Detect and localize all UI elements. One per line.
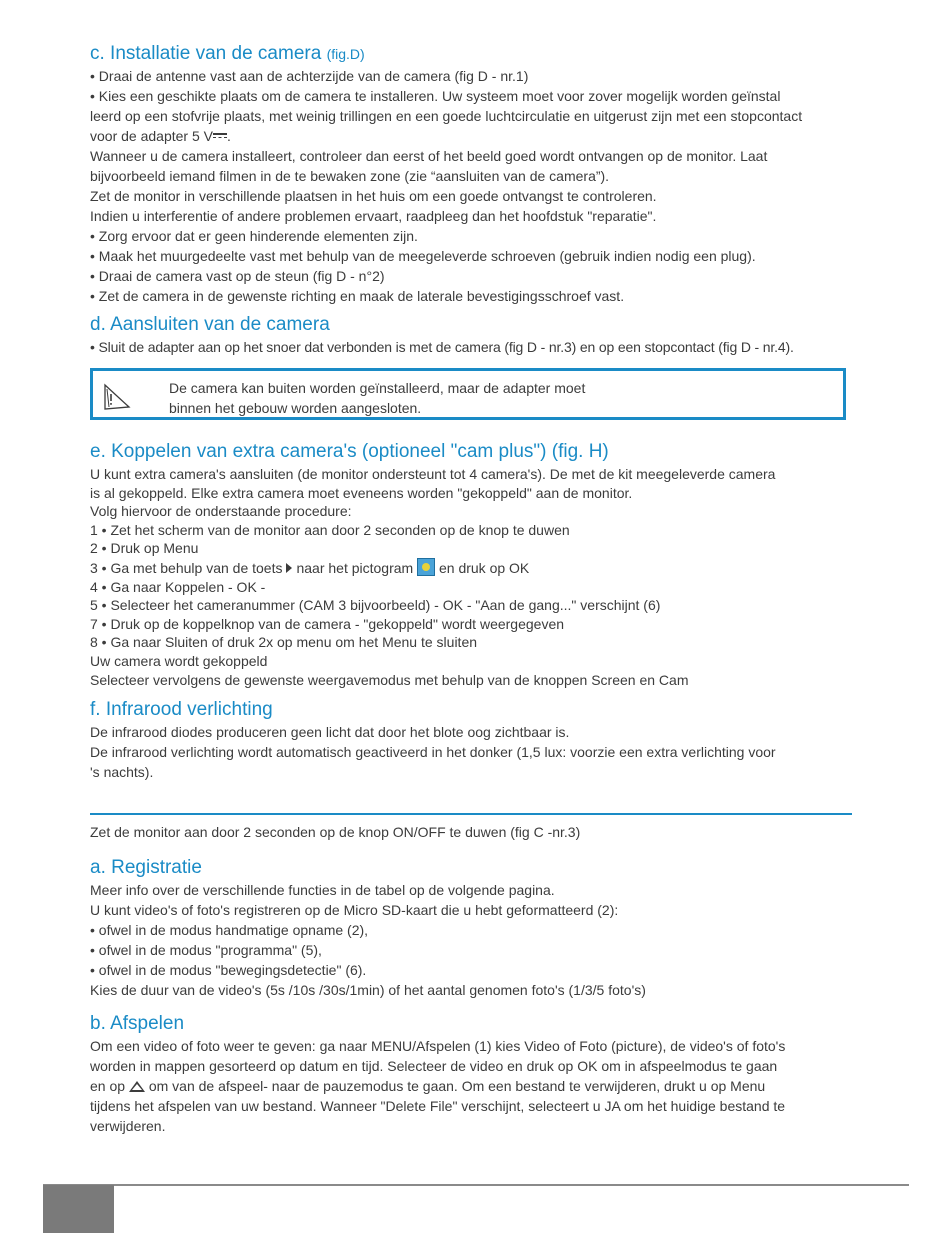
section-c-line: • Maak het muurgedeelte vast met behulp van de meegeleverde schroeven (gebruik indien nodig een plug). [90,248,756,264]
warning-icon [101,383,131,411]
section-c-line: • Kies een geschikte plaats om de camera te installeren. Uw systeem moet voor zover mogelijk worden geïnstal [90,88,781,104]
section-b-line: verwijderen. [90,1118,166,1134]
warning-text [169,378,585,418]
section-recording [90,856,852,1000]
section-a-title: a. Registratie [90,857,202,878]
step3-text-c: en druk op OK [438,559,530,576]
warning-line: binnen het gebouw worden aangesloten. [169,400,422,416]
step3-text-a: 3 • Ga met behulp van de toets [90,559,283,576]
section-e-step: 4 • Ga naar Koppelen - OK - [90,578,266,595]
section-e-title: e. Koppelen van extra camera's (optioneel "cam plus") (fig. H) [90,441,609,462]
dc-symbol-icon [213,132,227,140]
section-e-step: 1 • Zet het scherm van de monitor aan door 2 seconden op de knop te duwen [90,521,570,538]
section-a-line: Meer info over de verschillende functies in de tabel op de volgende pagina. [90,882,555,898]
section-c-line: Zet de monitor in verschillende plaatsen in het huis om een goede ontvangst te controleren. [90,188,657,204]
section-c-title-text: c. Installatie van de camera [90,43,322,64]
line3-text-b: om van de afspeel- naar de pauzemodus te gaan. Om een bestand te verwijderen, drukt u op Menu [148,1078,766,1094]
section-b-line: worden in mappen gesorteerd op datum en tijd. Selecteer de video en druk op OK om in afspeelmodus te gaan [90,1058,778,1074]
section-f-line: 's nachts). [90,764,154,780]
section-a-line: • ofwel in de modus "bewegingsdetectie" (6). [90,962,367,978]
section-c-line: • Draai de camera vast op de steun (fig D - n°2) [90,268,385,284]
section-c-line: Indien u interferentie of andere problemen ervaart, raadpleeg dan het hoofdstuk "reparatie". [90,208,657,224]
section-b-line: Om een video of foto weer te geven: ga naar MENU/Afspelen (1) kies Video of Foto (picture), de video's of foto's [90,1038,786,1054]
step3-text-b: naar het pictogram [296,559,414,576]
section-e-step: 5 • Selecteer het cameranummer (CAM 3 bijvoorbeeld) - OK - "Aan de gang..." verschijnt (6) [90,597,661,614]
line3-text-a: en op [90,1078,126,1094]
section-b-title: b. Afspelen [90,1013,185,1034]
section-c-fig-ref: (fig.D) [326,46,365,62]
section-e-step-3 [90,558,852,578]
section-installation [90,42,852,306]
section-e-step: 8 • Ga naar Sluiten of druk 2x op menu om het Menu te sluiten [90,634,478,651]
section-e-step: 7 • Druk op de koppelknop van de camera - "gekoppeld" wordt weergegeven [90,615,565,632]
section-pair-cameras [90,440,852,689]
section-divider [90,813,852,815]
section-c-line: bijvoorbeeld iemand filmen in de te bewaken zone (zie “aansluiten van de camera”). [90,168,610,184]
warning-line: De camera kan buiten worden geïnstalleerd, maar de adapter moet [169,380,586,396]
section-c-line: • Zorg ervoor dat er geen hinderende elementen zijn. [90,228,418,244]
section-e-step: Uw camera wordt gekoppeld [90,652,268,669]
section-a-line: • ofwel in de modus "programma" (5), [90,942,322,958]
eject-icon [129,1081,145,1092]
section-f-line: De infrarood diodes produceren geen licht dat door het blote oog zichtbaar is. [90,724,570,740]
section-b-line: tijdens het afspelen van uw bestand. Wanneer "Delete File" verschijnt, selecteert u JA om het huidige bestand te [90,1098,786,1114]
section-c-title [90,42,852,66]
section-b-line-eject [90,1076,852,1096]
warning-note [90,368,846,420]
section-connect-camera [90,313,852,357]
right-arrow-icon [286,563,292,573]
section-a-line: • ofwel in de modus handmatige opname (2), [90,922,369,938]
section-playback [90,1012,852,1136]
section-a-line: U kunt video's of foto's registreren op de Micro SD-kaart die u hebt geformatteerd (2): [90,902,619,918]
section-e-line: U kunt extra camera's aansluiten (de monitor ondersteunt tot 4 camera's). De met de kit meegeleverde camera [90,466,776,482]
section-d-title: d. Aansluiten van de camera [90,314,330,335]
footer-rule [43,1184,909,1186]
section-e-step: 2 • Druk op Menu [90,540,199,557]
section-f-title: f. Infrarood verlichting [90,699,273,720]
section-c-line: leerd op een stofvrije plaats, met weinig trillingen en een goede luchtcirculatie en uitgerust zijn met een stopcontact [90,108,803,124]
adapter-text: voor de adapter 5 V [90,128,213,144]
settings-pictogram-icon [417,558,435,576]
monitor-on-instruction: Zet de monitor aan door 2 seconden op de knop ON/OFF te duwen (fig C -nr.3) [90,824,581,840]
section-e-line: is al gekoppeld. Elke extra camera moet eveneens worden "gekoppeld" aan de monitor. [90,484,633,501]
section-c-adapter-line: voor de adapter 5 V . [90,128,231,144]
section-c-line: • Draai de antenne vast aan de achterzijde van de camera (fig D - nr.1) [90,68,529,84]
section-e-step: Selecteer vervolgens de gewenste weergavemodus met behulp van de knoppen Screen en Cam [90,671,689,688]
section-c-line: Wanneer u de camera installeert, controleer dan eerst of het beeld goed wordt ontvangen op de monitor. Laat [90,148,768,164]
page-number-tab [43,1185,114,1233]
section-a-line: Kies de duur van de video's (5s /10s /30s/1min) of het aantal genomen foto's (1/3/5 foto's) [90,982,646,998]
section-f-line: De infrarood verlichting wordt automatisch geactiveerd in het donker (1,5 lux: voorzie een extra verlichting voor [90,744,776,760]
section-e-line: Volg hiervoor de onderstaande procedure: [90,503,352,520]
section-c-line: • Zet de camera in de gewenste richting en maak de laterale bevestigingsschroef vast. [90,288,625,304]
section-infrared [90,698,852,782]
section-d-line: • Sluit de adapter aan op het snoer dat verbonden is met de camera (fig D - nr.3) en op een stopcontact (fig D - nr.4). [90,339,794,355]
